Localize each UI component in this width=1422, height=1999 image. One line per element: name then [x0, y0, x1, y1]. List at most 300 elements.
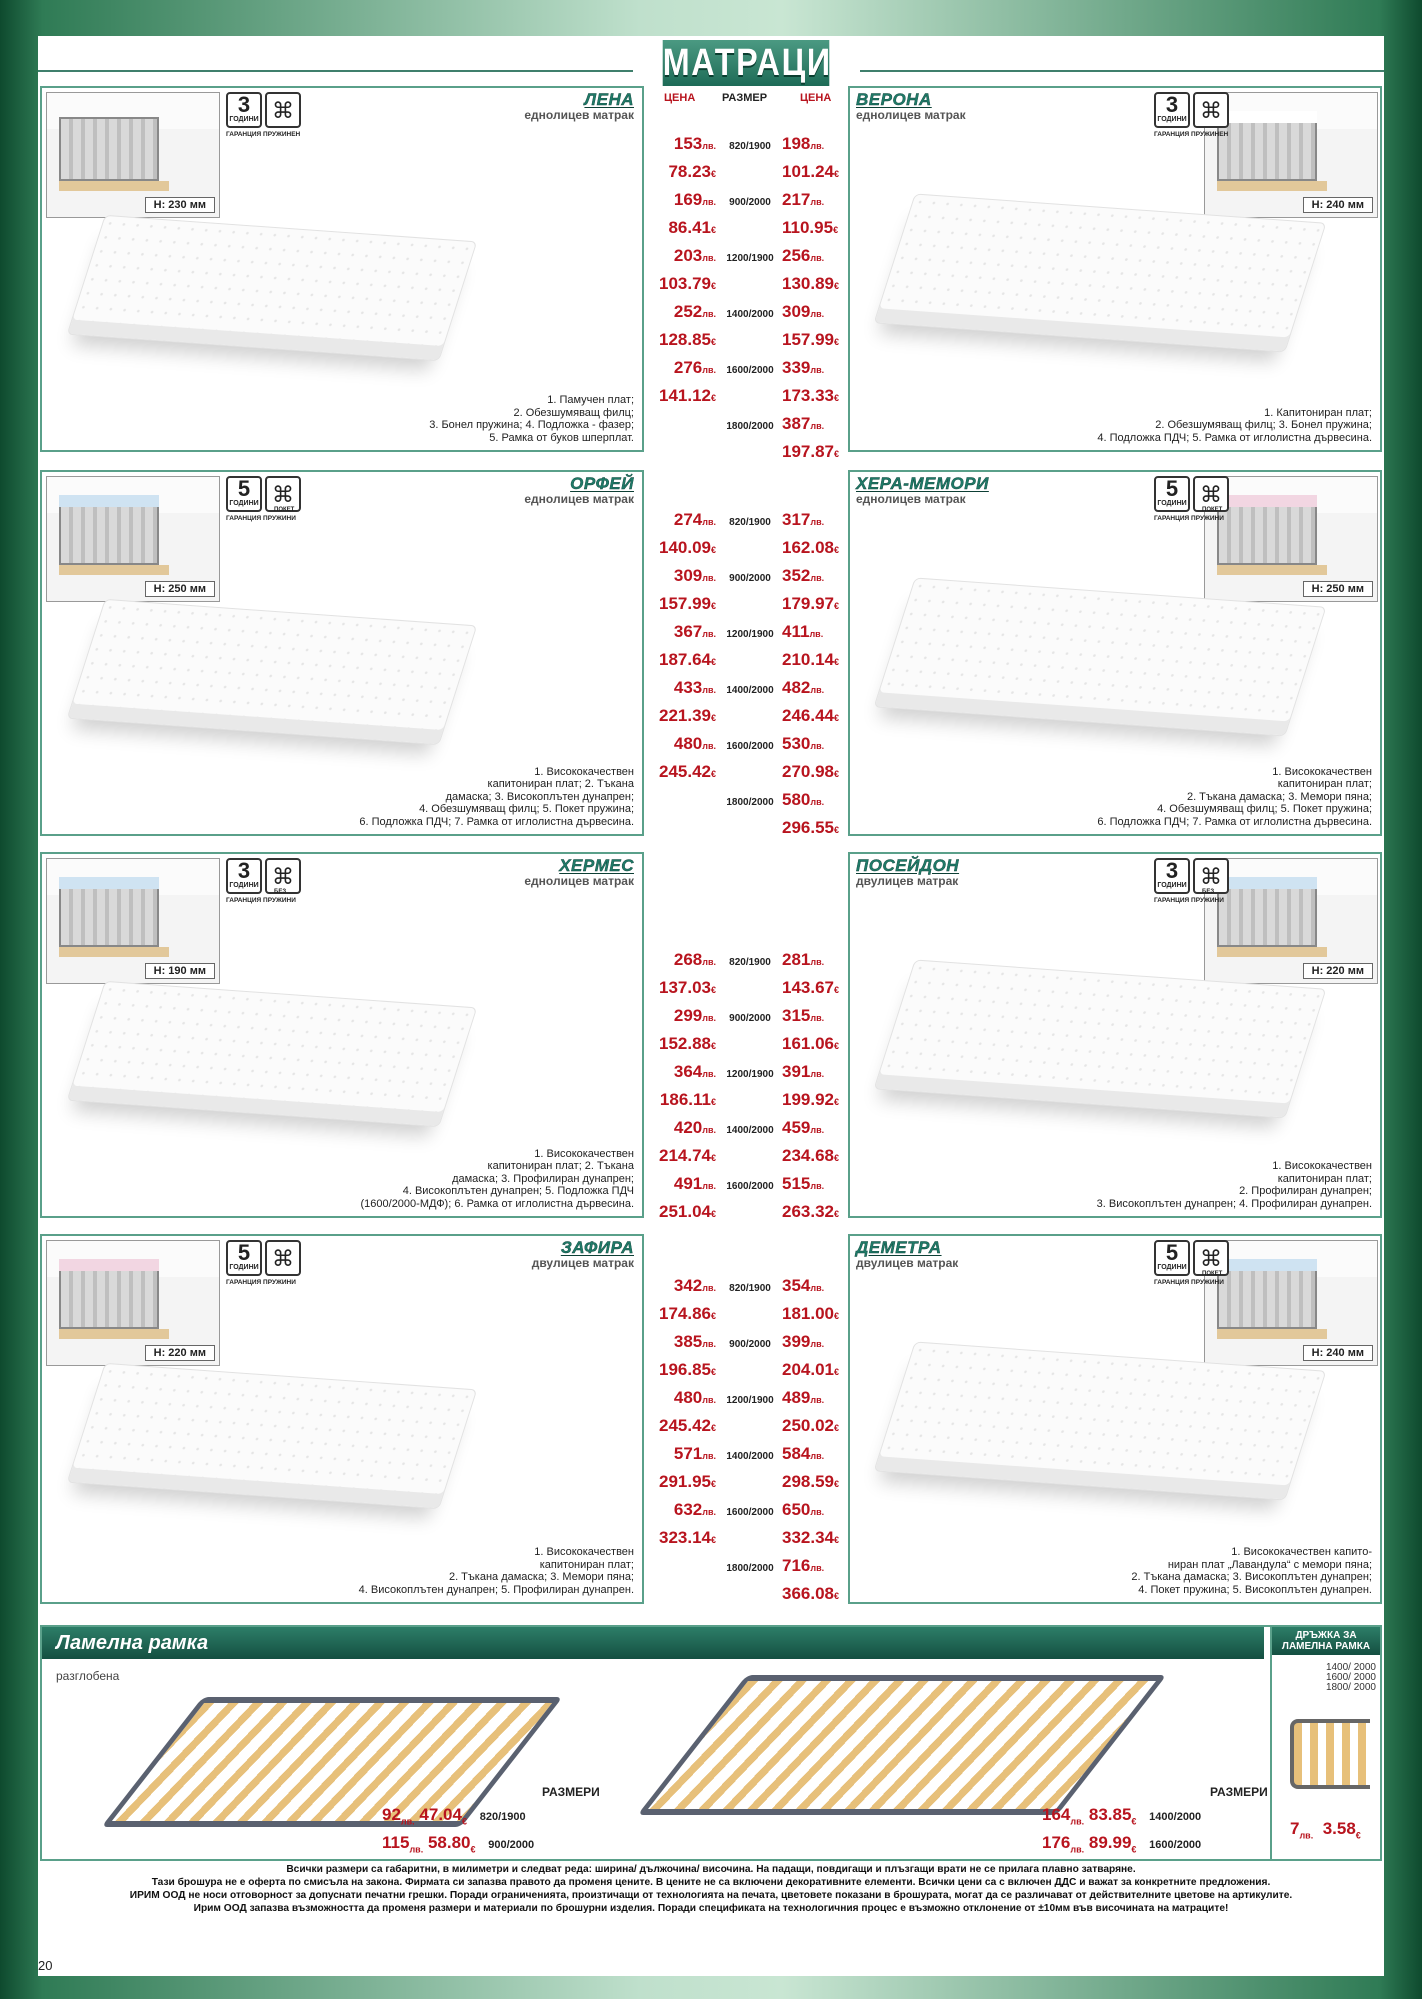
product-name: ЛЕНА: [584, 90, 634, 109]
price-row: [650, 978, 848, 1004]
product-name: ЗАФИРА: [560, 1238, 634, 1257]
warranty-badge: [226, 858, 262, 894]
price-right-value: 197.87: [782, 442, 834, 461]
price-right: [782, 1174, 848, 1194]
handle-size-3: 1800/ 2000: [1325, 1682, 1376, 1693]
price-left: [650, 1304, 716, 1324]
lamella-price-row: [382, 1833, 534, 1854]
price-row: [650, 358, 848, 384]
price-left-value: 137.03: [658, 978, 711, 997]
lamella-title: Ламелна рамка: [42, 1627, 1264, 1659]
price-left-unit: €: [710, 713, 716, 723]
warranty-years: 5: [1165, 1240, 1179, 1265]
price-left: [650, 274, 716, 294]
description-line: 4. Подложка ПДЧ; 5. Рамка от иглолистна дървесина.: [1097, 431, 1372, 444]
price-right-value: 391: [782, 1062, 811, 1081]
lamella-price-eur: 58.80: [427, 1833, 471, 1852]
price-left-unit: лв.: [702, 741, 716, 751]
product-description: [359, 1546, 634, 1596]
handle-price-bgn: 7: [1290, 1819, 1300, 1838]
price-right-unit: €: [834, 1423, 840, 1433]
price-right-value: 716: [782, 1556, 811, 1575]
badge-caption: ГАРАНЦИЯ ПРУЖИНИ: [226, 515, 296, 522]
price-row: [650, 1062, 848, 1088]
thumbnail-layer: [59, 495, 159, 507]
price-left: [650, 1360, 716, 1380]
price-right: [782, 386, 848, 406]
warranty-badge: [226, 1240, 262, 1276]
price-right: [782, 1388, 848, 1408]
spring-badge: [1193, 92, 1229, 128]
price-right: [782, 218, 848, 238]
warranty-badges: [1154, 858, 1229, 894]
price-right: [782, 134, 848, 154]
price-left: [650, 190, 716, 210]
price-right-value: 130.89: [782, 274, 834, 293]
price-row: [650, 386, 848, 412]
thumbnail-base: [59, 1329, 169, 1339]
price-left: [650, 1062, 716, 1082]
price-left-value: 433: [673, 678, 703, 697]
price-right-unit: лв.: [810, 1013, 825, 1023]
price-left-unit: €: [710, 601, 716, 611]
price-left: [650, 162, 716, 182]
price-right-value: 162.08: [782, 538, 834, 557]
price-right: [782, 622, 848, 642]
thumbnail-core: [59, 883, 159, 947]
price-right-unit: €: [834, 1591, 840, 1601]
price-right-value: 515: [782, 1174, 811, 1193]
price-left: [650, 1444, 716, 1464]
price-right-value: 296.55: [782, 818, 834, 837]
handle-image: [1290, 1719, 1370, 1789]
price-left: [650, 1276, 716, 1296]
price-left-unit: €: [710, 657, 716, 667]
price-left-value: 420: [673, 1118, 703, 1137]
height-label: H: 250 мм: [145, 581, 215, 597]
price-left-unit: €: [710, 1097, 716, 1107]
price-left: [650, 218, 716, 238]
thumbnail-layer: [1217, 495, 1317, 507]
price-right-unit: €: [834, 601, 840, 611]
price-left: [650, 566, 716, 586]
height-label: H: 240 мм: [1303, 1345, 1373, 1361]
description-line: 4. Високоплътен дунапрен; 5. Профилиран дунапрен.: [358, 1583, 634, 1596]
price-row: [650, 1388, 848, 1414]
height-label: H: 230 мм: [145, 197, 215, 213]
product-panel: [40, 1234, 644, 1604]
thumbnail-base: [1217, 565, 1327, 575]
thumbnail-base: [1217, 947, 1327, 957]
mattress-image: [67, 981, 478, 1127]
price-right-value: 157.99: [782, 330, 834, 349]
price-right-value: 217: [782, 190, 811, 209]
description-line: капитониран плат; 2. Тъкана: [487, 778, 634, 790]
price-right-value: 263.32: [782, 1202, 834, 1221]
price-left-value: 480: [673, 1388, 703, 1407]
lamella-price-bgn: 164: [1042, 1805, 1071, 1824]
badge-caption: ГАРАНЦИЯ ПРУЖИНИ: [1154, 897, 1224, 904]
price-right: [782, 1416, 848, 1436]
description-line: 4. Покет пружина; 5. Високоплътен дунапрен.: [1138, 1583, 1372, 1596]
product-panel: [848, 86, 1382, 452]
price-right-unit: лв.: [810, 1181, 825, 1191]
handle-price-bgn-unit: лв.: [1299, 1830, 1314, 1841]
spring-icon: ⌘: [272, 482, 294, 507]
price-right-unit: лв.: [810, 1125, 825, 1135]
description-line: капитониран плат;: [1277, 778, 1372, 790]
handle-title: [1272, 1627, 1380, 1655]
price-left-value: 78.23: [668, 162, 711, 181]
footer-line-3: ИРИМ ООД не носи отговорност за допуснати печатни грешки. Поради ограниченията, произтичащи от технологията на печата, цветовете показани в брошурата, могат да се различават от действителните цветове на артикулите.: [129, 1890, 1293, 1901]
lamella-subtitle: разглобена: [56, 1669, 120, 1683]
mattress-image: [67, 599, 478, 745]
height-label: H: 220 мм: [1303, 963, 1373, 979]
price-right: [782, 1202, 848, 1222]
price-left-value: 103.79: [658, 274, 711, 293]
product-name: ДЕМЕТРА: [856, 1238, 942, 1257]
price-left: [650, 950, 716, 970]
price-left-unit: €: [710, 169, 716, 179]
thumbnail-layer: [1217, 111, 1317, 123]
price-right-unit: лв.: [810, 517, 825, 527]
price-right: [782, 650, 848, 670]
price-left-unit: €: [710, 769, 716, 779]
price-left: [650, 1034, 716, 1054]
price-left-value: 309: [673, 566, 703, 585]
price-right: [782, 190, 848, 210]
thumbnail-base: [1217, 1329, 1327, 1339]
description-line: (1600/2000-МДФ); 6. Рамка от иглолистна дървесина.: [360, 1197, 634, 1210]
price-left-value: 221.39: [658, 706, 711, 725]
lamella-price-bgn: 176: [1042, 1833, 1071, 1852]
product-panel: [848, 1234, 1382, 1604]
price-right: [782, 1528, 848, 1548]
price-left-value: 274: [673, 510, 703, 529]
lamella-price-row: [1042, 1805, 1201, 1826]
price-right-value: 256: [782, 246, 811, 265]
price-right-unit: €: [834, 1535, 840, 1545]
price-right-value: 199.92: [782, 1090, 834, 1109]
price-row: [650, 1034, 848, 1060]
product-type: двулицев матрак: [856, 874, 959, 888]
spring-type-label: ПОКЕТ: [1202, 507, 1223, 513]
price-left-unit: лв.: [702, 309, 716, 319]
price-right-value: 179.97: [782, 594, 834, 613]
price-left-value: 86.41: [668, 218, 711, 237]
description-line: 1. Памучен плат;: [547, 394, 634, 406]
handle-price-eur-unit: €: [1355, 1830, 1361, 1841]
price-left-unit: лв.: [702, 629, 716, 639]
price-row: [650, 218, 848, 244]
description-line: капитониран плат;: [539, 1558, 634, 1571]
height-label: H: 220 мм: [145, 1345, 215, 1361]
price-right-unit: €: [834, 1311, 840, 1321]
price-row: [650, 302, 848, 328]
price-right-unit: €: [834, 281, 840, 291]
description-line: 1. Капитониран плат;: [1264, 406, 1372, 419]
description-line: 3. Високоплътен дунапрен; 4. Профилиран дунапрен.: [1096, 1197, 1372, 1210]
price-right-unit: лв.: [810, 309, 825, 319]
lamella-price-bgn-unit: лв.: [1070, 1816, 1085, 1827]
warranty-years: 3: [237, 858, 251, 883]
product-description: [1097, 407, 1372, 445]
price-row: [650, 1146, 848, 1172]
price-right-unit: лв.: [810, 1339, 825, 1349]
price-left-unit: €: [710, 1423, 716, 1433]
price-right: [782, 950, 848, 970]
price-left-value: 299: [673, 1006, 703, 1025]
price-right-unit: лв.: [810, 1069, 825, 1079]
price-left-value: 186.11: [659, 1090, 711, 1109]
price-left-unit: лв.: [702, 1395, 716, 1405]
price-row: [650, 1118, 848, 1144]
price-row: [650, 1360, 848, 1386]
price-left-value: 291.95: [658, 1472, 711, 1491]
handle-box: [1270, 1627, 1380, 1859]
price-right-value: 387: [782, 414, 811, 433]
price-right-unit: лв.: [810, 957, 825, 967]
lamella-size: 900/2000: [488, 1839, 535, 1851]
thumbnail-core: [59, 117, 159, 181]
price-row: [650, 706, 848, 732]
size-value: 820/1900: [729, 1283, 771, 1294]
price-left-unit: лв.: [702, 365, 716, 375]
price-left: [650, 134, 716, 154]
warranty-years: 3: [1165, 92, 1179, 117]
product-type: еднолицев матрак: [856, 108, 966, 122]
product-name: ВЕРОНА: [856, 90, 932, 109]
price-right: [782, 302, 848, 322]
description-line: 2. Обезшумяващ филц; 3. Бонел пружина;: [1155, 419, 1372, 431]
price-right-unit: €: [834, 769, 840, 779]
description-line: 6. Подложка ПДЧ; 7. Рамка от иглолистна дървесина.: [359, 815, 634, 828]
price-left-value: 141.12: [658, 386, 711, 405]
price-left-value: 364: [673, 1062, 703, 1081]
price-left-unit: €: [710, 1209, 716, 1219]
construction-thumbnail: [1204, 1240, 1378, 1366]
price-row: [650, 162, 848, 188]
price-right-unit: €: [834, 1479, 840, 1489]
size-value: 1400/2000: [726, 1451, 774, 1462]
price-right-unit: €: [834, 1153, 840, 1163]
price-right: [782, 566, 848, 586]
warranty-badge: [1154, 92, 1190, 128]
price-left: [650, 978, 716, 998]
price-left: [650, 1500, 716, 1520]
price-right: [782, 790, 848, 810]
page-title: МАТРАЦИ: [662, 42, 832, 84]
price-left-unit: лв.: [702, 1283, 716, 1293]
price-left-unit: €: [710, 985, 716, 995]
price-right-unit: лв.: [810, 1283, 825, 1293]
height-label: H: 190 мм: [145, 963, 215, 979]
lamella-price-eur: 89.99: [1088, 1833, 1132, 1852]
thumbnail-layer: [1217, 877, 1317, 889]
description-line: 5. Рамка от буков шперплат.: [489, 431, 634, 444]
thumbnail-core: [1217, 501, 1317, 565]
price-left-value: 153: [673, 134, 703, 153]
title-rule-left: [38, 70, 633, 72]
price-right-value: 234.68: [782, 1146, 834, 1165]
product-description: [1097, 1160, 1372, 1210]
badge-caption: ГАРАНЦИЯ ПРУЖИНИ: [1154, 515, 1224, 522]
price-row: [650, 538, 848, 564]
warranty-badges: [226, 92, 301, 128]
lamella-price-bgn-unit: лв.: [400, 1816, 415, 1827]
price-left: [650, 594, 716, 614]
price-right-unit: €: [834, 1367, 840, 1377]
product-panel: [40, 470, 644, 836]
price-row: [650, 414, 848, 440]
warranty-years-label: ГОДИНИ: [229, 1264, 259, 1271]
price-right-unit: €: [834, 337, 840, 347]
price-left-unit: лв.: [702, 957, 716, 967]
warranty-badge: [1154, 858, 1190, 894]
price-right: [782, 414, 848, 434]
price-row: [650, 246, 848, 272]
description-line: 2. Тъкана дамаска; 3. Мемори пяна;: [448, 1571, 634, 1583]
construction-thumbnail: [1204, 92, 1378, 218]
price-left-value: 491: [673, 1174, 703, 1193]
price-right-value: 173.33: [782, 386, 834, 405]
price-right-value: 315: [782, 1006, 811, 1025]
size-value: 820/1900: [729, 957, 771, 968]
price-right: [782, 358, 848, 378]
thumbnail-layer: [59, 111, 159, 123]
construction-thumbnail: [46, 1240, 220, 1366]
construction-thumbnail: [46, 476, 220, 602]
price-right-unit: €: [834, 393, 840, 403]
thumbnail-core: [1217, 1265, 1317, 1329]
title-rule-right: [860, 70, 1384, 72]
height-label: H: 250 мм: [1303, 581, 1373, 597]
price-right-value: 110.95: [782, 218, 834, 237]
product-panel: [40, 852, 644, 1218]
price-left-unit: лв.: [702, 1507, 716, 1517]
height-label: H: 240 мм: [1303, 197, 1373, 213]
spring-icon: ⌘: [272, 864, 294, 889]
price-left: [650, 1006, 716, 1026]
lamella-price-bgn: 115: [382, 1833, 410, 1852]
price-left-value: 174.86: [658, 1304, 711, 1323]
price-left-value: 571: [673, 1444, 703, 1463]
warranty-years-label: ГОДИНИ: [1157, 1264, 1187, 1271]
price-left-value: 245.42: [658, 762, 711, 781]
thumbnail-core: [1217, 883, 1317, 947]
lamella-size: 1400/2000: [1149, 1811, 1202, 1823]
spring-icon: ⌘: [1200, 1246, 1222, 1271]
price-right-unit: лв.: [810, 1563, 825, 1573]
description-line: 2. Обезшумяващ филц;: [513, 406, 634, 419]
price-right-unit: €: [833, 225, 839, 235]
mattress-image: [67, 1363, 478, 1509]
thumbnail-layer: [1217, 1259, 1317, 1271]
price-row: [650, 790, 848, 816]
price-right: [782, 978, 848, 998]
mattress-image: [873, 578, 1326, 737]
price-right-unit: лв.: [810, 797, 825, 807]
price-right-value: 250.02: [782, 1416, 834, 1435]
price-right: [782, 1062, 848, 1082]
spring-type-label: БЕЗ: [1202, 889, 1215, 895]
warranty-badge: [226, 476, 262, 512]
price-right-unit: лв.: [809, 629, 824, 639]
product-panel: [848, 852, 1382, 1218]
thumbnail-core: [1217, 117, 1317, 181]
price-right: [782, 706, 848, 726]
thumbnail-layer: [59, 1259, 159, 1271]
thumbnail-base: [59, 947, 169, 957]
price-row: [650, 678, 848, 704]
price-right-unit: €: [834, 1041, 840, 1051]
construction-thumbnail: [1204, 476, 1378, 602]
price-left-value: 385: [673, 1332, 703, 1351]
price-left-value: 214.74: [658, 1146, 711, 1165]
description-line: капитониран плат;: [1277, 1172, 1372, 1185]
spring-icon: ⌘: [1200, 864, 1222, 889]
price-right: [782, 1304, 848, 1324]
warranty-years-label: ГОДИНИ: [229, 882, 259, 889]
price-right-unit: лв.: [810, 1507, 825, 1517]
price-row: [650, 650, 848, 676]
price-left-unit: лв.: [702, 1013, 716, 1023]
construction-thumbnail: [46, 92, 220, 218]
price-left: [650, 1416, 716, 1436]
price-right-unit: €: [834, 449, 840, 459]
handle-title-line1: ДРЪЖКА ЗА: [1295, 1630, 1357, 1641]
badge-caption: ГАРАНЦИЯ ПРУЖИНИ: [1154, 1279, 1224, 1286]
price-left-unit: €: [710, 281, 716, 291]
price-row: [650, 622, 848, 648]
price-right-unit: лв.: [810, 253, 825, 263]
price-left-unit: лв.: [702, 141, 716, 151]
description-line: 2. Тъкана дамаска; 3. Високоплътен дунапрен;: [1131, 1571, 1372, 1583]
lamella-sizes-label-right: РАЗМЕРИ: [1210, 1785, 1268, 1799]
spring-icon: ⌘: [1200, 482, 1222, 507]
price-left-value: 196.85: [658, 1360, 711, 1379]
price-right-value: 317: [782, 510, 811, 529]
size-value: 1200/1900: [726, 253, 774, 264]
description-line: 1. Висококачествен: [1272, 1160, 1372, 1172]
price-right-value: 339: [782, 358, 811, 377]
price-right-unit: лв.: [810, 365, 825, 375]
price-right: [782, 1118, 848, 1138]
construction-thumbnail: [46, 858, 220, 984]
spring-badge: [265, 92, 301, 128]
price-row: [650, 1006, 848, 1032]
warranty-years-label: ГОДИНИ: [229, 116, 259, 123]
product-name: ОРФЕЙ: [570, 474, 634, 493]
warranty-badges: [226, 1240, 301, 1276]
spring-badge: [265, 1240, 301, 1276]
product-type: еднолицев матрак: [524, 108, 634, 122]
price-left-value: 276: [673, 358, 703, 377]
product-name: ХЕРМЕС: [559, 856, 634, 875]
size-value: 1800/2000: [726, 421, 774, 432]
price-left: [650, 734, 716, 754]
price-left-value: 323.14: [658, 1528, 711, 1547]
product-type: еднолицев матрак: [524, 492, 634, 506]
price-left-value: 187.64: [658, 650, 711, 669]
description-line: дамаска; 3. Високоплътен дунапрен;: [445, 790, 634, 803]
product-description: [359, 766, 634, 829]
spring-icon: ⌘: [272, 1246, 294, 1271]
price-row: [650, 1556, 848, 1582]
product-type: двулицев матрак: [856, 1256, 959, 1270]
price-right-value: 482: [782, 678, 811, 697]
price-left: [650, 706, 716, 726]
